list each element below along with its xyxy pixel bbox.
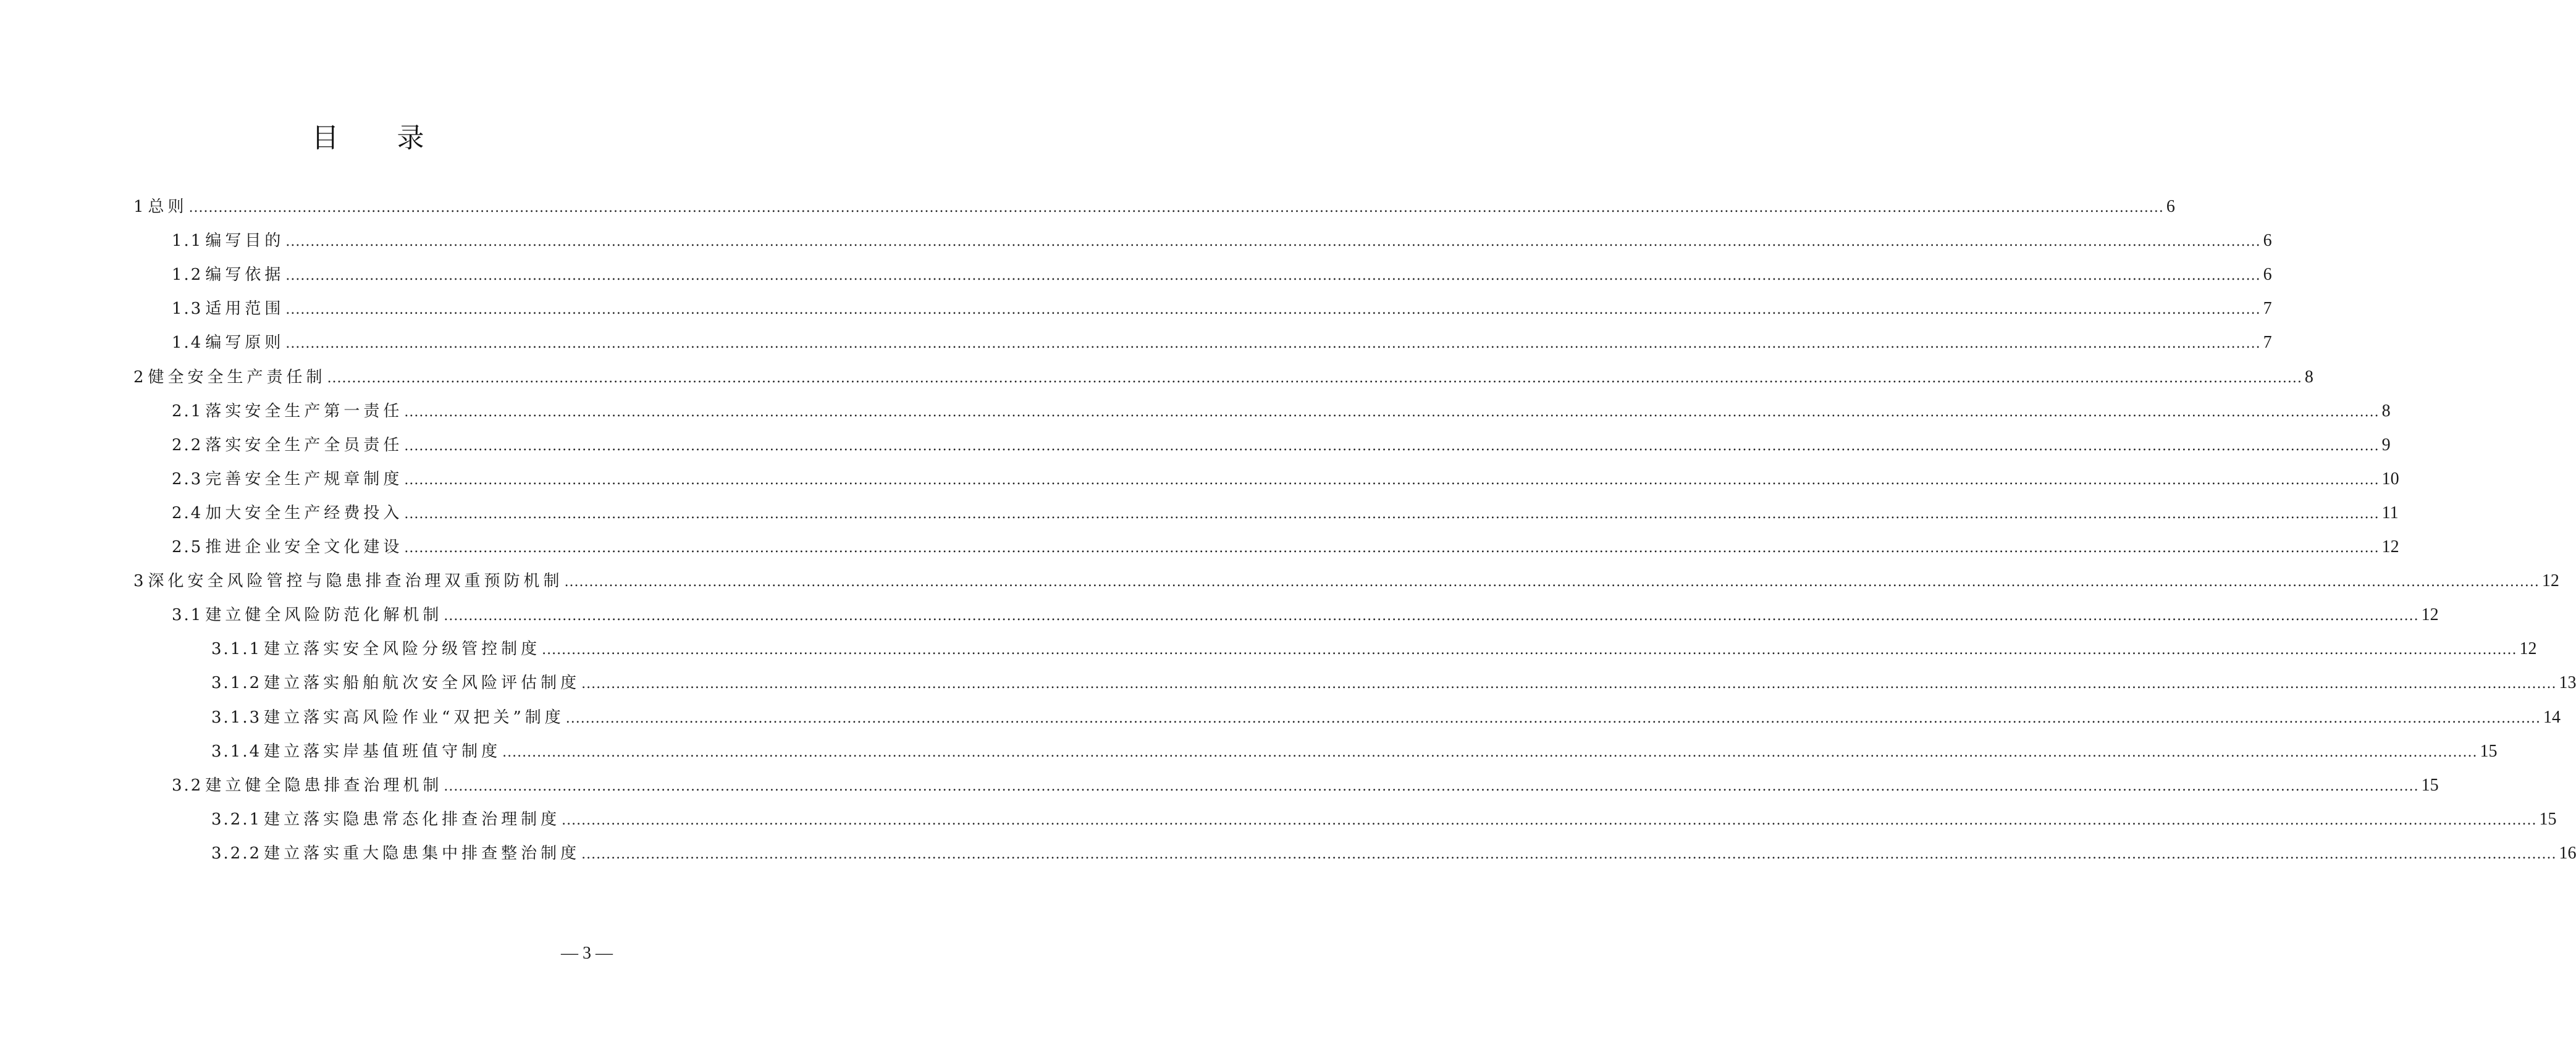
toc-dot-leader: ................................................................................................................................................................................................................................................................................................................................................................................................................	[581, 846, 2557, 862]
toc-entry-page: 10	[2381, 469, 2399, 489]
toc-entry-page: 6	[2263, 265, 2272, 285]
toc-entry-title: 建立落实安全风险分级管控制度	[264, 640, 541, 659]
toc-dot-leader: ................................................................................................................................................................................................................................................................................................................................................................................................................	[444, 608, 2419, 624]
toc-dot-leader: ................................................................................................................................................................................................................................................................................................................................................................................................................	[327, 370, 2302, 386]
toc-entry-number: 3.2	[172, 776, 203, 795]
toc-entry[interactable]	[211, 635, 2537, 660]
toc-entry-title: 编写原则	[205, 333, 285, 353]
toc-entry-title: 建立落实隐患常态化排查治理制度	[264, 810, 561, 829]
page-number: — 3 —	[561, 944, 613, 963]
toc-entry-number: 1.4	[172, 333, 203, 353]
toc-entry[interactable]	[211, 737, 2498, 762]
toc-entry-number: 2.4	[172, 503, 203, 522]
toc-entry[interactable]	[172, 431, 2391, 456]
toc-entry[interactable]	[133, 567, 2559, 592]
toc-entry-number: 3.2.2	[211, 844, 262, 863]
toc-entry[interactable]	[211, 703, 2561, 728]
toc-entry-page: 15	[2421, 775, 2439, 795]
toc-entry-title: 加大安全生产经费投入	[205, 503, 403, 522]
toc-dot-leader: ................................................................................................................................................................................................................................................................................................................................................................................................................	[542, 642, 2517, 658]
toc-entry-title: 建立落实岸基值班值守制度	[264, 742, 502, 761]
toc-entry-page: 9	[2381, 435, 2391, 455]
toc-entry-title: 编写依据	[205, 266, 285, 285]
toc-dot-leader: ................................................................................................................................................................................................................................................................................................................................................................................................................	[581, 676, 2557, 692]
toc-entry-page: 13	[2559, 673, 2576, 693]
toc-entry-title: 落实安全生产第一责任	[205, 401, 403, 421]
toc-entry-number: 1.2	[172, 266, 203, 285]
toc-entry[interactable]	[133, 363, 2313, 388]
toc-entry-number: 3.1.4	[211, 742, 262, 761]
toc-entry-number: 3.1.3	[211, 708, 262, 727]
toc-entry-number: 3	[133, 572, 146, 591]
toc-entry-page: 6	[2263, 231, 2272, 251]
toc-entry-number: 3.2.1	[211, 810, 262, 829]
toc-entry[interactable]	[172, 533, 2399, 558]
toc-dot-leader: ................................................................................................................................................................................................................................................................................................................................................................................................................	[285, 336, 2261, 352]
toc-entry-title: 建立落实重大隐患集中排查整治制度	[264, 844, 581, 863]
toc-entry[interactable]	[172, 465, 2399, 490]
toc-entry-number: 2.2	[172, 435, 203, 455]
toc-entry[interactable]	[172, 771, 2439, 796]
toc-entry[interactable]	[133, 193, 2175, 217]
toc-entry-number: 3.1	[172, 606, 203, 625]
toc-entry-page: 12	[2421, 605, 2439, 625]
toc-dot-leader: ................................................................................................................................................................................................................................................................................................................................................................................................................	[404, 540, 2380, 556]
toc-entry[interactable]	[211, 669, 2576, 694]
toc-entry-title: 深化安全风险管控与隐患排查治理双重预防机制	[148, 572, 563, 591]
toc-entry[interactable]	[172, 397, 2391, 422]
toc-entry-title: 建立健全隐患排查治理机制	[205, 776, 443, 795]
toc-entry-number: 1	[133, 198, 146, 216]
toc-entry[interactable]	[211, 839, 2576, 864]
toc-dot-leader: ................................................................................................................................................................................................................................................................................................................................................................................................................	[404, 472, 2380, 488]
toc-entry-page: 8	[2381, 401, 2391, 421]
toc-entry-page: 14	[2543, 707, 2561, 727]
toc-entry-title: 健全安全生产责任制	[148, 367, 326, 387]
toc-dot-leader: ................................................................................................................................................................................................................................................................................................................................................................................................................	[285, 268, 2261, 284]
toc-entry-page: 7	[2263, 299, 2272, 319]
toc-entry-title: 建立健全风险防范化解机制	[205, 606, 443, 625]
toc-entry-page: 8	[2304, 367, 2313, 387]
toc-entry-title: 适用范围	[205, 300, 285, 319]
toc-entry-page: 12	[2381, 537, 2399, 556]
toc-entry[interactable]	[172, 261, 2272, 285]
toc-dot-leader: ................................................................................................................................................................................................................................................................................................................................................................................................................	[188, 200, 2164, 216]
toc-entry-page: 6	[2166, 197, 2175, 216]
toc-entry-title: 总则	[148, 198, 188, 216]
toc-entry[interactable]	[172, 499, 2399, 524]
toc-dot-leader: ................................................................................................................................................................................................................................................................................................................................................................................................................	[562, 812, 2537, 828]
toc-dot-leader: ................................................................................................................................................................................................................................................................................................................................................................................................................	[285, 302, 2261, 318]
toc-entry-number: 1.3	[172, 300, 203, 319]
toc-entry-page: 15	[2480, 741, 2498, 761]
toc-entry[interactable]	[172, 601, 2439, 626]
toc-entry-page: 11	[2381, 503, 2399, 522]
toc-entry-page: 12	[2541, 571, 2559, 591]
toc-entry-number: 2.1	[172, 401, 203, 421]
toc-dot-leader: ................................................................................................................................................................................................................................................................................................................................................................................................................	[404, 506, 2380, 522]
toc-entry-number: 2	[133, 367, 146, 387]
toc-entry-page: 12	[2519, 639, 2537, 659]
toc-dot-leader: ................................................................................................................................................................................................................................................................................................................................................................................................................	[502, 744, 2478, 760]
toc-entry-page: 16	[2559, 843, 2576, 863]
toc-dot-leader: ................................................................................................................................................................................................................................................................................................................................................................................................................	[564, 574, 2540, 590]
toc-entry[interactable]	[211, 805, 2557, 830]
toc-dot-leader: ................................................................................................................................................................................................................................................................................................................................................................................................................	[404, 438, 2380, 454]
page-title: 目 录	[311, 122, 449, 154]
toc-entry-number: 3.1.1	[211, 640, 262, 659]
toc-entry-title: 落实安全生产全员责任	[205, 435, 403, 455]
toc-entry-title: 建立落实船舶航次安全风险评估制度	[264, 674, 581, 693]
toc-entry-title: 完善安全生产规章制度	[205, 469, 403, 489]
toc-entry-title: 编写目的	[205, 232, 285, 251]
toc-entry-page: 15	[2539, 809, 2557, 829]
toc-entry-title: 建立落实高风险作业“双把关”制度	[264, 708, 565, 727]
toc-entry-number: 2.3	[172, 469, 203, 489]
toc-dot-leader: ................................................................................................................................................................................................................................................................................................................................................................................................................	[444, 778, 2419, 794]
toc-entry[interactable]	[172, 227, 2272, 251]
toc-entry-number: 3.1.2	[211, 674, 262, 693]
toc-entry[interactable]	[172, 329, 2272, 353]
toc-dot-leader: ................................................................................................................................................................................................................................................................................................................................................................................................................	[565, 710, 2541, 726]
toc-entry-number: 1.1	[172, 232, 203, 251]
toc-entry-page: 7	[2263, 333, 2272, 353]
toc-dot-leader: ................................................................................................................................................................................................................................................................................................................................................................................................................	[404, 404, 2380, 420]
toc-entry-title: 推进企业安全文化建设	[205, 538, 403, 556]
toc-entry-number: 2.5	[172, 538, 203, 556]
toc-entry[interactable]	[172, 295, 2272, 319]
toc-dot-leader: ................................................................................................................................................................................................................................................................................................................................................................................................................	[285, 234, 2261, 250]
